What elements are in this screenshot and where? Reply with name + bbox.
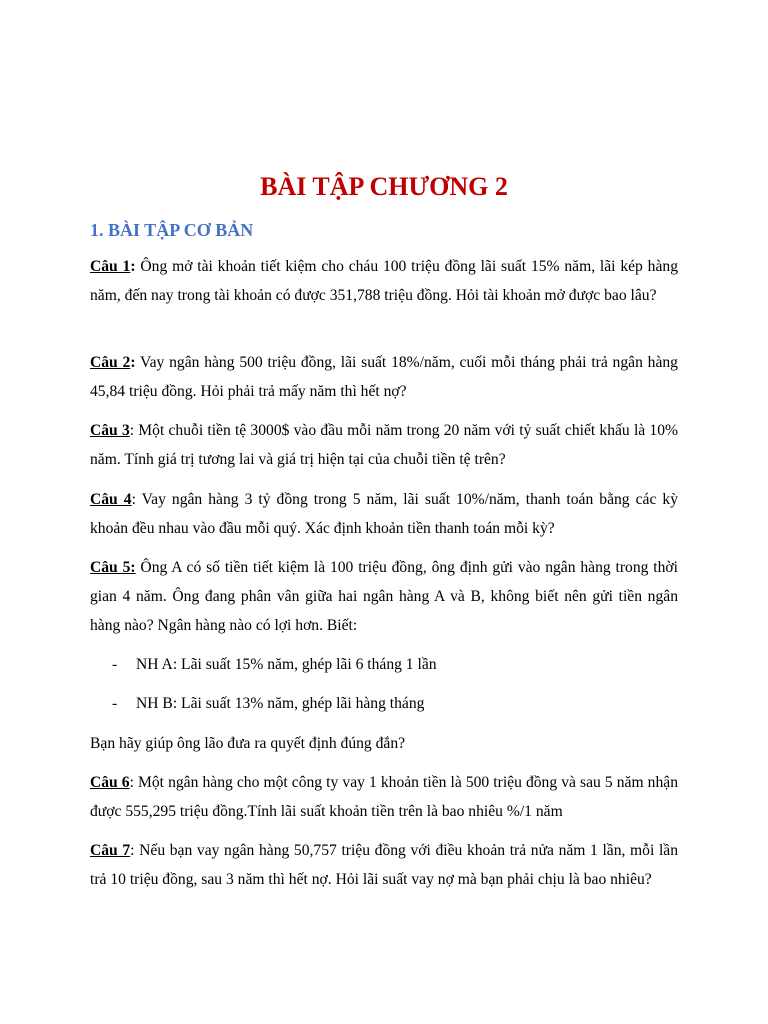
question-text: Vay ngân hàng 500 triệu đồng, lãi suất 18%/năm, cuối mỗi tháng phải trả ngân hàng 45,84 triệu đồng. Hỏi phải trả mấy năm thì hết nợ? [90, 354, 678, 400]
question-separator: : [130, 354, 136, 371]
question-7 [90, 836, 678, 894]
question-text: Ông mở tài khoản tiết kiệm cho cháu 100 triệu đồng lãi suất 15% năm, lãi kép hàng năm, đến nay trong tài khoản có được 351,788 triệu đồng. Hỏi tài khoản mở được bao lâu? [90, 258, 678, 304]
question-2 [90, 348, 678, 406]
bullet-text: NH A: Lãi suất 15% năm, ghép lãi 6 tháng 1 lần [136, 656, 437, 673]
bullet-item [112, 689, 672, 718]
question-1 [90, 252, 678, 310]
bullet-item [112, 650, 672, 679]
question-3 [90, 416, 678, 474]
question-label: Câu 7 [90, 842, 131, 859]
question-text: : Một chuỗi tiền tệ 3000$ vào đầu mỗi năm trong 20 năm với tỷ suất chiết khấu là 10% năm. Tính giá trị tương lai và giá trị hiện tại của chuỗi tiền tệ trên? [90, 422, 678, 468]
section-heading: 1. BÀI TẬP CƠ BẢN [90, 220, 254, 240]
question-label: Câu 6 [90, 774, 130, 791]
question-label: Câu 3 [90, 422, 130, 439]
question-text: : Một ngân hàng cho một công ty vay 1 khoản tiền là 500 triệu đồng và sau 5 năm nhận được 555,295 triệu đồng.Tính lãi suất khoản tiền trên là bao nhiêu %/1 năm [90, 774, 678, 820]
page-title: BÀI TẬP CHƯƠNG 2 [260, 172, 508, 201]
question-5 [90, 553, 678, 640]
question-label: Câu 4 [90, 491, 132, 508]
bullet-text: NH B: Lãi suất 13% năm, ghép lãi hàng tháng [136, 695, 425, 712]
question-text: : Vay ngân hàng 3 tỷ đồng trong 5 năm, lãi suất 10%/năm, thanh toán bằng các kỳ khoản đều nhau vào đầu mỗi quý. Xác định khoản tiền thanh toán mỗi kỳ? [90, 491, 678, 537]
question-label: Câu 1 [90, 258, 131, 275]
question-6 [90, 768, 678, 826]
closing-sentence: Bạn hãy giúp ông lão đưa ra quyết định đúng đắn? [90, 735, 406, 752]
question-label: Câu 5: [90, 559, 136, 576]
question-4 [90, 485, 678, 543]
question-text: : Nếu bạn vay ngân hàng 50,757 triệu đồng với điều khoản trả nửa năm 1 lần, mỗi lần trả 10 triệu đồng, sau 3 năm thì hết nợ. Hỏi lãi suất vay nợ mà bạn phải chịu là bao nhiêu? [90, 842, 678, 888]
bullet-dash: - [112, 656, 118, 673]
bullet-dash: - [112, 695, 118, 712]
question-label: Câu 2 [90, 354, 131, 371]
question-separator: : [130, 258, 136, 275]
question-text: Ông A có số tiền tiết kiệm là 100 triệu đồng, ông định gửi vào ngân hàng trong thời gian 4 năm. Ông đang phân vân giữa hai ngân hàng A và B, không biết nên gửi tiền ngân hàng nào? Ngân hàng nào có lợi hơn. Biết: [90, 559, 678, 634]
